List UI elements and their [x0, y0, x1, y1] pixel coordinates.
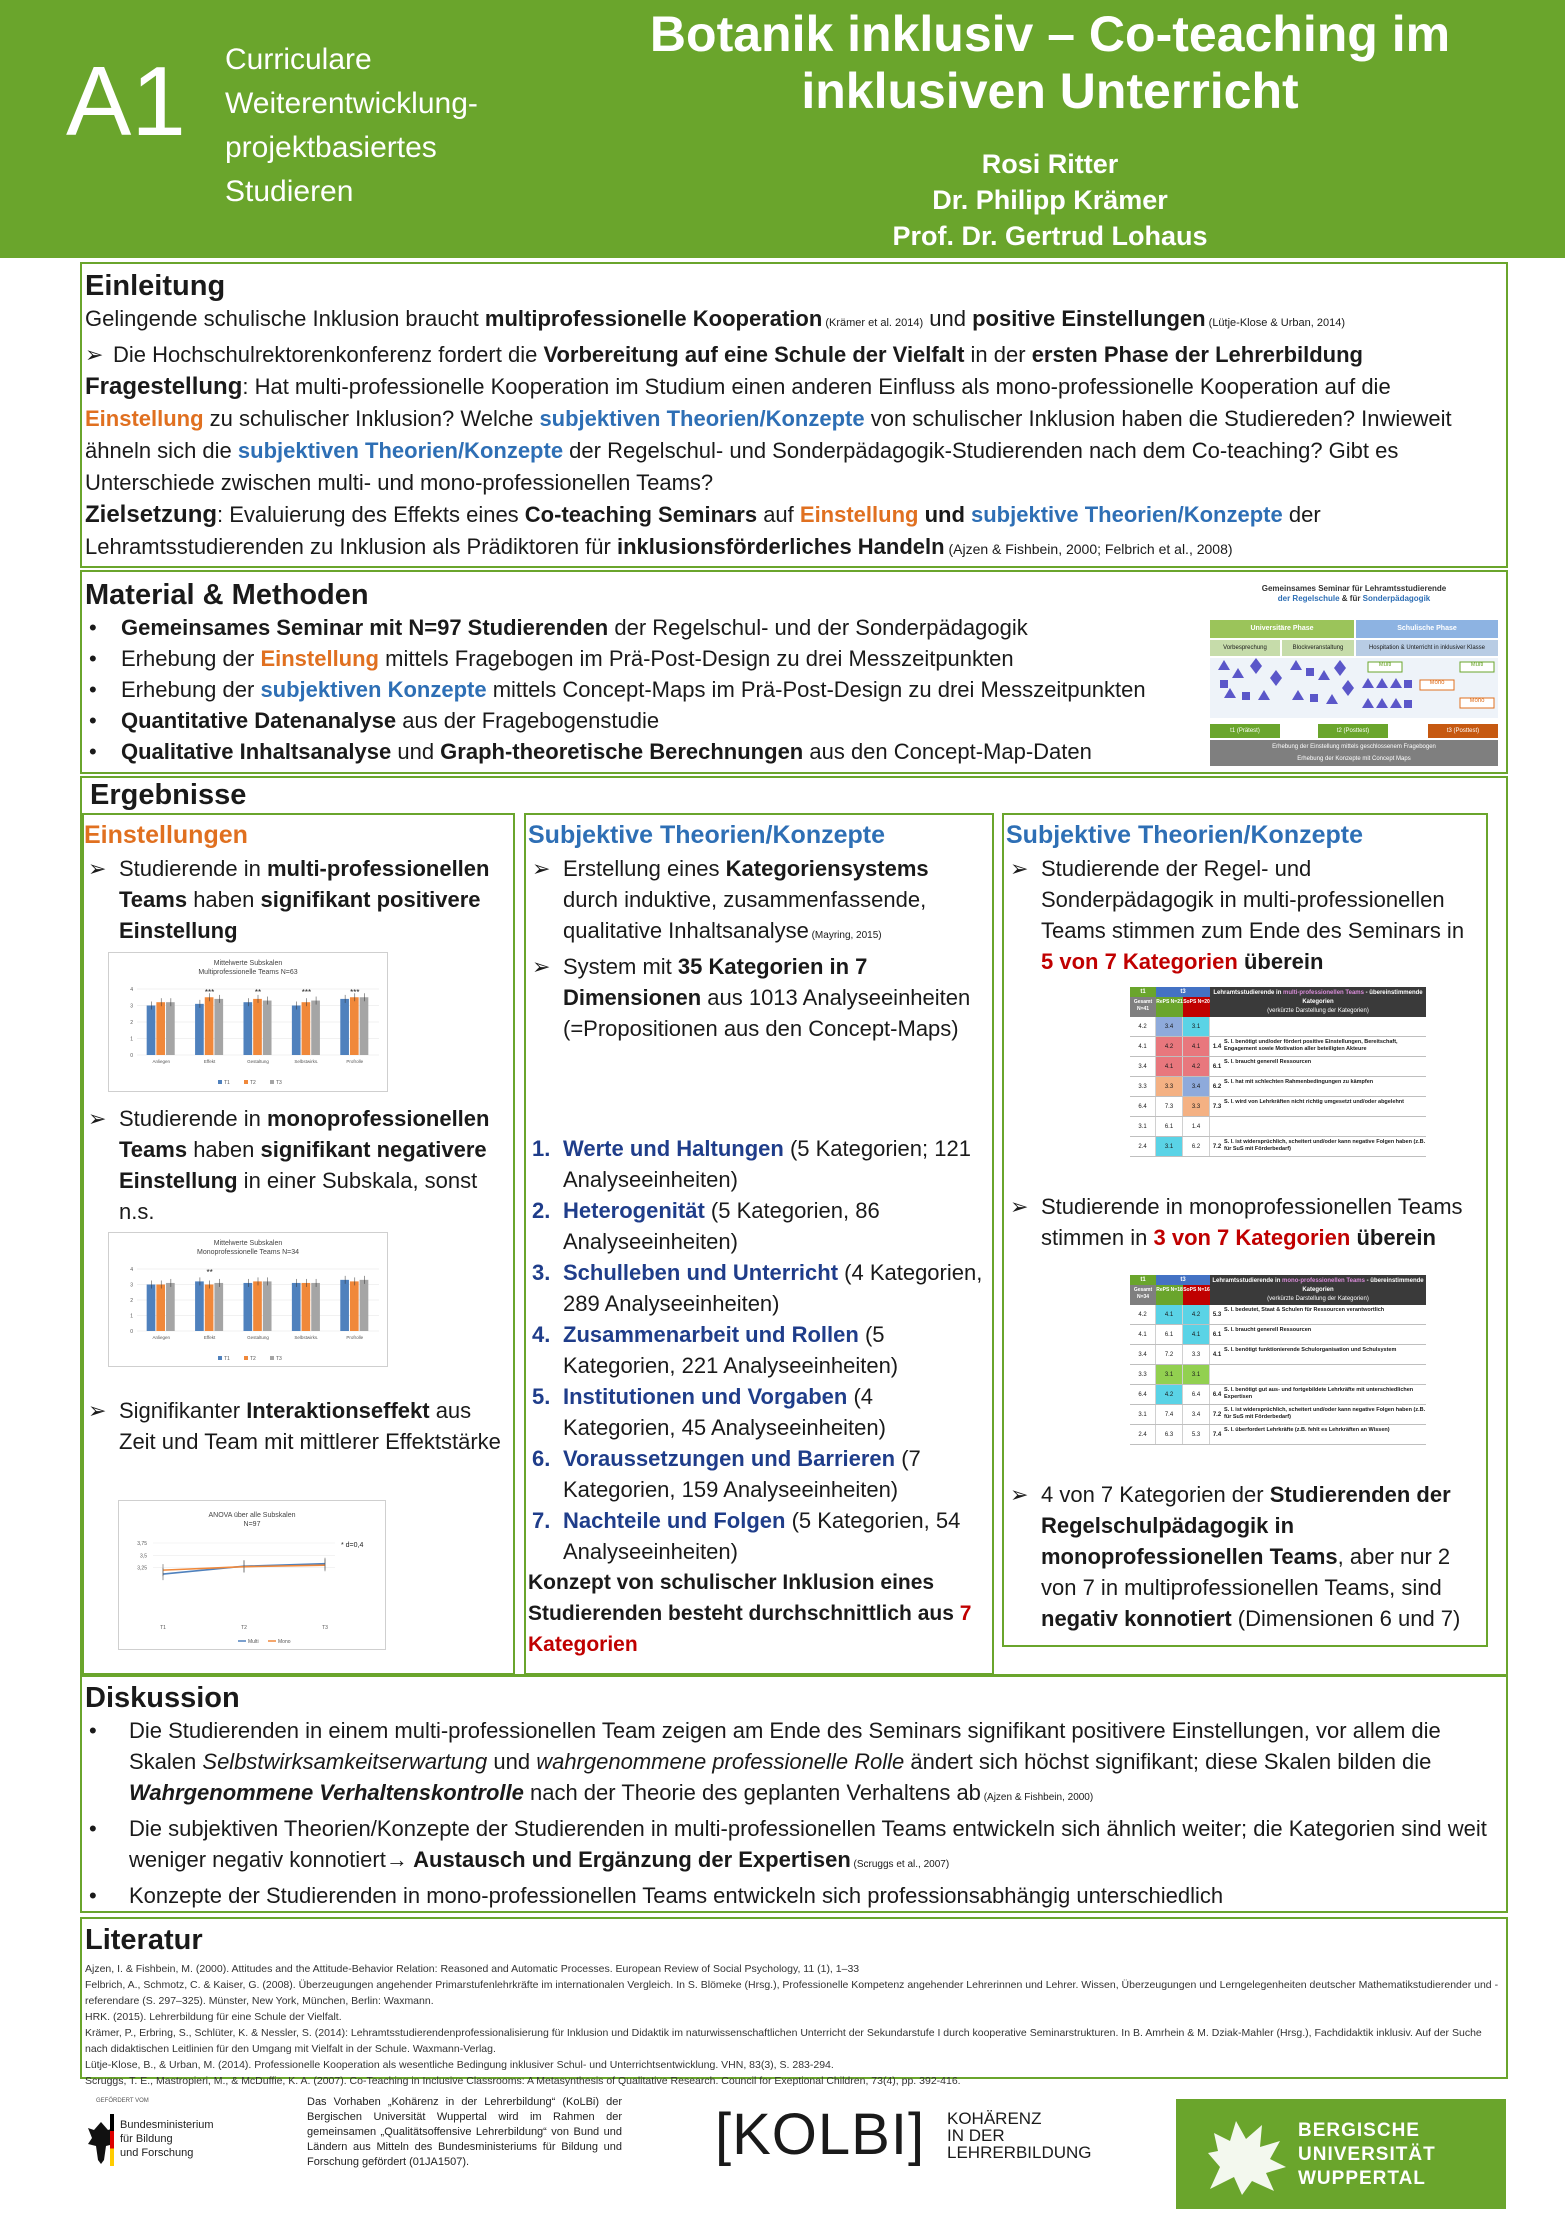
x-tick-label: Profrolle: [346, 1335, 364, 1340]
bar: [340, 1280, 349, 1331]
table-multi-categories: [1130, 987, 1426, 1165]
bar: [147, 1285, 156, 1332]
table-row: [1130, 1425, 1426, 1445]
category-text: [1224, 1365, 1426, 1384]
bar: [292, 1006, 301, 1056]
chart-subtitle: Monoprofessionelle Teams N=34: [196, 1249, 299, 1256]
table-cell: 6.1: [1156, 1117, 1183, 1136]
title-line: inklusiven Unterricht: [801, 63, 1299, 119]
section-heading: Material & Methoden: [85, 579, 369, 611]
arrow-icon: ➢: [88, 856, 107, 881]
category-text: S. I. bedeutet, Staat & Schulen für Ressourcen verantwortlich: [1224, 1307, 1385, 1313]
table-cell: 1.4: [1183, 1117, 1210, 1136]
uni-logo: [1176, 2099, 1506, 2209]
category-code: [1210, 1017, 1224, 1036]
table-row: [1130, 1345, 1426, 1365]
diagram-sub: Hospitation & Unterricht in inklusiver Klasse: [1356, 640, 1498, 656]
diagram-label: Mono: [1469, 698, 1485, 704]
bar: [214, 1283, 223, 1331]
bar: [292, 1283, 301, 1331]
category-code: 6.1: [1212, 1064, 1222, 1070]
table-cell: 3.4: [1130, 1057, 1156, 1076]
header-banner: [0, 0, 1565, 258]
table-timepoint: t1: [1130, 987, 1156, 997]
bar: [340, 999, 349, 1055]
category-text: [1224, 1017, 1426, 1036]
result-point: ➢ System mit 35 Kategorien in 7 Dimensionen aus 1013 Analyseeinheiten (=Propositionen aus den Concept-Maps): [528, 951, 988, 1044]
reference-list: [85, 1961, 1503, 2089]
table-row: [1130, 1305, 1426, 1325]
reference: Scruggs, T. E., Mastropieri, M., & McDuffie, K. A. (2007). Co-Teaching in Inclusive Classrooms: A Metasynthesis of Qualitative Research. Council for Exeptional Children, 73(4), pp. 392-416.: [85, 2075, 961, 2087]
significance-label: ***: [301, 988, 312, 997]
bar: [263, 1281, 272, 1331]
kolbi-tagline: KOHÄRENZ IN DER LEHRERBILDUNG: [947, 2109, 1092, 2162]
category-text: S. I. wird von Lehrkräften nicht richtig umgesetzt und/oder abgelehnt: [1224, 1099, 1404, 1105]
y-tick-label: 3: [130, 1003, 133, 1010]
bar: [156, 1002, 165, 1055]
poster-title: [570, 6, 1530, 120]
table-cell: 3.1: [1183, 1365, 1210, 1384]
dimension-list: [528, 1133, 988, 1660]
list-item: 2. Heterogenität (5 Kategorien, 86 Analyseeinheiten): [532, 1198, 880, 1254]
flag-stripe: [110, 2114, 114, 2166]
result-point: ➢ Studierende der Regel- und Sonderpädagogik in multi-professionellen Teams stimmen zum Ende des Seminars in 5 von 7 Kategorien überein: [1006, 853, 1482, 977]
arrow-icon: ➢: [85, 342, 104, 367]
bar: [311, 1283, 320, 1331]
category-code: 6.2: [1212, 1084, 1222, 1090]
result-point: ➢ Studierende in multi-professionellen Teams haben signifikant positivere Einstellung: [84, 853, 513, 946]
legend-swatch: [270, 1080, 274, 1084]
subtitle-line: Studieren: [225, 175, 354, 208]
table-cell: 2.4: [1130, 1425, 1156, 1444]
list-item: • Konzepte der Studierenden in mono-professionellen Teams entwickeln sich professionsabhängig unterschiedlich: [85, 1880, 1503, 1911]
category-text: S. I. benötigt gut aus- und fortgebildete Lehrkräfte mit unterschiedlichen Expertisen: [1224, 1387, 1414, 1400]
zielsetzung: Zielsetzung: Evaluierung des Effekts eines Co-teaching Seminars auf Einstellung und subjektive Theorien/Konzepte der Lehramtsstudierenden zu Inklusion als Prädiktoren für inklusionsförderliches Handeln (Ajzen & Fishbein, 2000; Felbrich et al., 2008): [85, 501, 1321, 559]
table-cell: 4.1: [1156, 1305, 1183, 1324]
significance-label: ***: [350, 988, 360, 997]
discussion-list: [85, 1715, 1503, 1911]
table-title: Lehramtsstudierende in mono-professionellen Teams - übereinstimmende Kategorien (verkürzte Darstellung der Kategorien): [1210, 1275, 1426, 1305]
diagram-shapes: [1210, 658, 1498, 718]
table-row: [1130, 1325, 1426, 1345]
chart-title: Mittelwerte Subskalen: [213, 1240, 283, 1247]
diagram-label: Multi: [1470, 662, 1484, 668]
category-text: S. I. hat mit schlechten Rahmenbedingungen zu kämpfen: [1224, 1079, 1374, 1085]
table-cell: 4.1: [1183, 1037, 1210, 1056]
section-diskussion: [80, 1675, 1508, 1913]
diagram-timepoint: t2 (Posttest): [1318, 724, 1388, 738]
table-column-header: RePS N=18: [1156, 1285, 1183, 1305]
table-cell: 5.3: [1183, 1425, 1210, 1444]
chart-title: ANOVA über alle Subskalen: [208, 1512, 296, 1519]
results-col-konzepte-1: [524, 813, 994, 1675]
result-point: ➢ Studierende in monoprofessionellen Teams stimmen in 3 von 7 Kategorien überein: [1006, 1191, 1476, 1253]
category-text: S. I. ist widersprüchlich, scheitert und/oder kann negative Folgen haben (z.B. für SuS mit Förderbedarf): [1224, 1139, 1426, 1152]
category-code: [1210, 1117, 1224, 1136]
table-cell: 3.3: [1156, 1077, 1183, 1096]
table-cell: 3.3: [1183, 1097, 1210, 1116]
list-item: 4. Zusammenarbeit und Rollen (5 Kategorien, 221 Analyseeinheiten): [532, 1322, 899, 1378]
result-point: ➢ 4 von 7 Kategorien der Studierenden der Regelschulpädagogik in monoprofessionellen Teams, aber nur 2 von 7 in multiprofessionellen Teams, sind negativ konnotiert (Dimensionen 6 und 7): [1006, 1479, 1476, 1634]
table-row: [1130, 1077, 1426, 1097]
list-item: 7. Nachteile und Folgen (5 Kategorien, 54 Analyseeinheiten): [532, 1508, 961, 1564]
legend-swatch: [244, 1356, 248, 1360]
bar-chart: [109, 977, 387, 1089]
table-cell: 4.1: [1130, 1325, 1156, 1344]
column-heading: Subjektive Theorien/Konzepte: [528, 821, 886, 849]
chart-mono-subscales: [108, 1232, 388, 1367]
bar: [302, 1283, 311, 1331]
table-row: [1130, 1137, 1426, 1157]
category-text: S. I. ist widersprüchlich, scheitert und/oder kann negative Folgen haben (z.B. für SuS mit Förderbedarf): [1224, 1407, 1426, 1420]
table-timepoint: t3: [1156, 987, 1210, 997]
bar: [156, 1285, 165, 1332]
chart-anova: [118, 1500, 386, 1650]
category-text: S. I. benötigt funktionierende Schulorganisation und Schulsystem: [1224, 1347, 1397, 1353]
poster-subtitle: [225, 38, 478, 214]
x-tick-label: Anliegen: [152, 1059, 170, 1064]
y-tick-label: 3,5: [140, 1553, 147, 1560]
section-heading: Ergebnisse: [90, 779, 247, 811]
section-heading: Literatur: [85, 1924, 203, 1956]
legend-label: T3: [276, 1356, 282, 1362]
reference: Felbrich, A., Schmotz, C. & Kaiser, G. (2008). Überzeugungen angehender Primarstufenlehrkräfte im internationalen Vergleich. In S. Blömeke (Hrsg.), Professionelle Kompetenz angehender Lehrerinnen und Lehrer. Wissen, Überzeugungen und Lerngelegenheiten deutscher Mathematikstudierender und -referendare (S. 297–325). Münster, New York, München, Berlin: Waxmann.: [85, 1979, 1499, 2007]
section-heading: Diskussion: [85, 1682, 240, 1714]
bar: [166, 1002, 175, 1055]
table-cell: 3.1: [1130, 1405, 1156, 1424]
bar: [302, 1002, 311, 1055]
bmbf-logo: [86, 2098, 286, 2198]
poster-code: A1: [66, 46, 186, 156]
list-item: • Quantitative Datenanalyse aus der Fragebogenstudie: [85, 705, 1503, 736]
y-tick-label: 0: [130, 1329, 133, 1335]
x-tick-label: Anliegen: [152, 1335, 170, 1340]
table-column-header: SoPS N=20: [1183, 997, 1210, 1017]
table-column-header: RePS N=21: [1156, 997, 1183, 1017]
result-point: ➢ Erstellung eines Kategoriensystems durch induktive, zusammenfassende, qualitative Inhaltsanalyse (Mayring, 2015): [528, 853, 988, 951]
reference: Lütje-Klose, B., & Urban, M. (2014). Professionelle Kooperation als wesentliche Bedingung inklusiver Schul- und Unterrichtsentwicklung. VHN, 83(3), S. 283-294.: [85, 2059, 834, 2071]
table-cell: 7.2: [1156, 1345, 1183, 1364]
table-row: [1130, 1117, 1426, 1137]
category-code: 5.3: [1212, 1312, 1222, 1318]
table-cell: 3.1: [1183, 1017, 1210, 1036]
y-tick-label: 4: [130, 987, 133, 993]
category-text: S. I. benötigt und/oder fördert positive Einstellungen, Bereitschaft, Engagement sowie Motivation aller beteiligten Akteure: [1224, 1039, 1398, 1052]
table-cell: 2.4: [1130, 1137, 1156, 1156]
reference: HRK. (2015). Lehrerbildung für eine Schule der Vielfalt.: [85, 2011, 342, 2023]
bar: [350, 997, 359, 1055]
legend-swatch: [218, 1356, 222, 1360]
table-cell: 4.2: [1183, 1057, 1210, 1076]
list-item: • Gemeinsames Seminar mit N=97 Studierenden der Regelschul- und der Sonderpädagogik: [85, 612, 1503, 643]
table-header-row: [1130, 987, 1426, 1017]
category-code: 6.4: [1212, 1392, 1222, 1398]
legend-label: Mono: [278, 1639, 291, 1645]
bmbf-name: Bundesministerium für Bildung und Forschung: [120, 2119, 214, 2159]
bar: [360, 997, 369, 1055]
list-item: 6. Voraussetzungen und Barrieren (7 Kategorien, 159 Analyseeinheiten): [532, 1446, 921, 1502]
table-cell: 6.1: [1156, 1325, 1183, 1344]
table-cell: 3.1: [1156, 1137, 1183, 1156]
category-text: [1224, 1117, 1426, 1136]
line-chart: [119, 1529, 385, 1647]
y-tick-label: 0: [130, 1053, 133, 1059]
list-item: 3. Schulleben und Unterricht (4 Kategorien, 289 Analyseeinheiten): [532, 1260, 983, 1316]
lion-icon: [1190, 2111, 1300, 2199]
table-row: [1130, 1057, 1426, 1077]
table-column-header: Gesamt N=41: [1130, 997, 1156, 1017]
table-cell: 7.3: [1156, 1097, 1183, 1116]
category-text: S. I. braucht generell Ressourcen: [1224, 1327, 1312, 1333]
column-heading: Subjektive Theorien/Konzepte: [1006, 821, 1364, 849]
table-cell: 6.4: [1183, 1385, 1210, 1404]
arrow-icon: ➢: [88, 1398, 107, 1423]
kolbi-logo: [715, 2100, 1115, 2180]
list-item: 5. Institutionen und Vorgaben (4 Kategorien, 45 Analyseeinheiten): [532, 1384, 886, 1440]
fragestellung: Fragestellung: Hat multi-professionelle Kooperation im Studium einen anderen Einfluss als mono-professionelle Kooperation auf die Einstellung zu schulischer Inklusion? Welche subjektiven Theorien/Konzepte von schulischer Inklusion haben die Studiereden? Inwieweit ähneln sich die subjektiven Theorien/Konzepte der Regelschul- und Sonderpädagogik-Studierenden nach dem Co-teaching? Gibt es Unterschiede zwischen multi- und mono-professionellen Teams?: [85, 373, 1452, 495]
result-point: ➢ Signifikanter Interaktionseffekt aus Zeit und Team mit mittlerer Effektstärke: [84, 1395, 504, 1457]
table-cell: 6.4: [1130, 1097, 1156, 1116]
category-code: 6.1: [1212, 1332, 1222, 1338]
category-code: 7.2: [1212, 1144, 1222, 1150]
bar: [214, 999, 223, 1055]
table-row: [1130, 1405, 1426, 1425]
bar: [205, 1285, 214, 1332]
diagram-title: Gemeinsames Seminar für Lehramtsstudierende der Regelschule & für Sonderpädagogik: [1261, 584, 1447, 603]
table-cell: 3.3: [1183, 1345, 1210, 1364]
x-tick-label: Effekt: [203, 1059, 216, 1064]
bar: [360, 1280, 369, 1331]
section-literatur: [80, 1917, 1508, 2087]
x-tick-label: T3: [322, 1625, 328, 1631]
category-code: 7.3: [1212, 1104, 1222, 1110]
legend-label: T1: [224, 1356, 230, 1362]
significance-label: **: [254, 988, 262, 997]
list-item: • Qualitative Inhaltsanalyse und Graph-theoretische Berechnungen aus den Concept-Map-Daten: [85, 736, 1503, 767]
table-title: Lehramtsstudierende in multi-professionellen Teams - übereinstimmende Kategorien (verkürzte Darstellung der Kategorien): [1210, 987, 1426, 1017]
bar: [311, 1001, 320, 1055]
diagram-label: Mono: [1429, 680, 1445, 686]
funding-note: Das Vorhaben „Kohärenz in der Lehrerbildung“ (KoLBi) der Bergischen Universität Wuppertal wird im Rahmen der gemeinsamen „Qualitätsoffensive Lehrerbildung“ von Bund und Ländern aus Mitteln des Bundesministeriums für Bildung und Forschung gefördert (01JA1507).: [307, 2096, 622, 2168]
diagram-timepoint: t3 (Posttest): [1428, 724, 1498, 738]
arrow-icon: ➢: [1010, 1482, 1029, 1507]
table-row: [1130, 1017, 1426, 1037]
x-tick-label: Selbstwirks.: [294, 1059, 319, 1064]
table-cell: 7.4: [1156, 1405, 1183, 1424]
subtitle-line: Curriculare: [225, 43, 372, 76]
category-text: S. I. überfordert Lehrkräfte (z.B. fehlt es Lehrkräften an Wissen): [1224, 1427, 1390, 1433]
subtitle-line: projektbasiertes: [225, 131, 437, 164]
legend-swatch: [218, 1080, 222, 1084]
x-tick-label: T2: [241, 1625, 247, 1631]
bar: [263, 1001, 272, 1055]
list-item: • Erhebung der subjektiven Konzepte mittels Concept-Maps im Prä-Post-Design zu drei Messzeitpunkten: [85, 674, 1503, 705]
list-item: • Die subjektiven Theorien/Konzepte der Studierenden in multi-professionellen Teams entwickeln sich ähnlich weiter; die Kategorien sind weit weniger negativ konnotiert→ Austausch und Ergänzung der Expertisen (Scruggs et al., 2007): [85, 1813, 1503, 1880]
bar: [243, 1283, 252, 1331]
table-cell: 3.1: [1156, 1365, 1183, 1384]
effect-size-label: * d=0,4: [341, 1542, 364, 1549]
table-cell: 3.4: [1183, 1077, 1210, 1096]
table-cell: 3.4: [1156, 1017, 1183, 1036]
reference: Krämer, P., Erbring, S., Schlüter, K. & Nessler, S. (2014): Lehramtsstudierendenprofessionalisierung für Inklusion und Didaktik im naturwissenschaftlichen Unterricht der Sekundarstufe I durch kooperative Seminarstrukturen. In B. Amrhein & M. Dziak-Mahler (Hrsg.), Fachdidaktik inklusiv. Auf der Suche nach didaktischen Leitlinien für den Umgang mit Vielfalt in der Schule. Waxmann-Verlag.: [85, 2027, 1482, 2055]
legend-swatch: [270, 1356, 274, 1360]
y-tick-label: 3,25: [137, 1565, 147, 1572]
bar: [166, 1283, 175, 1331]
table-cell: 4.2: [1183, 1305, 1210, 1324]
x-tick-label: Selbstwirks.: [294, 1335, 319, 1340]
diagram-footer: Erhebung der Einstellung mittels geschlossenem Fragebogen Erhebung der Konzepte mit Concept Maps: [1210, 740, 1498, 766]
category-code: 7.4: [1212, 1432, 1222, 1438]
arrow-icon: ➢: [1010, 1194, 1029, 1219]
bar: [147, 1006, 156, 1056]
arrow-icon: ➢: [532, 954, 551, 979]
x-tick-label: Gestaltung: [247, 1059, 269, 1064]
legend-label: T2: [250, 1080, 256, 1086]
x-tick-label: Profrolle: [346, 1059, 364, 1064]
bar: [243, 1002, 252, 1055]
diagram-sub: Vorbesprechung: [1210, 640, 1280, 656]
arrow-icon: ➢: [88, 1106, 107, 1131]
bar: [253, 1281, 262, 1331]
significance-label: ***: [204, 988, 215, 997]
legend-label: Multi: [248, 1639, 259, 1645]
table-header-row: [1130, 1275, 1426, 1305]
author-name: Prof. Dr. Gertrud Lohaus: [892, 221, 1208, 251]
title-line: Botanik inklusiv – Co-teaching im: [649, 6, 1451, 62]
bar: [253, 999, 262, 1055]
table-row: [1130, 1365, 1426, 1385]
uni-name: BERGISCHE UNIVERSITÄT WUPPERTAL: [1298, 2120, 1436, 2189]
category-code: 7.2: [1212, 1412, 1222, 1418]
x-tick-label: T1: [160, 1625, 166, 1631]
bar-chart: [109, 1257, 387, 1365]
results-col-konzepte-2: [1002, 813, 1488, 1647]
legend-swatch: [244, 1080, 248, 1084]
y-tick-label: 3,75: [137, 1541, 147, 1547]
table-cell: 3.1: [1130, 1117, 1156, 1136]
table-cell: 6.2: [1183, 1137, 1210, 1156]
table-mono-categories: [1130, 1275, 1426, 1453]
kolbi-wordmark: [KOLBI]: [715, 2102, 926, 2167]
table-row: [1130, 1097, 1426, 1117]
y-tick-label: 3: [130, 1282, 133, 1289]
table-timepoint: t1: [1130, 1275, 1156, 1285]
legend-label: T3: [276, 1080, 282, 1086]
legend-label: T2: [250, 1356, 256, 1362]
y-tick-label: 4: [130, 1267, 133, 1273]
category-code: 1.4: [1212, 1044, 1222, 1050]
table-cell: 4.1: [1183, 1325, 1210, 1344]
bar: [350, 1281, 359, 1331]
table-cell: 4.1: [1156, 1057, 1183, 1076]
column-heading: Einstellungen: [84, 821, 248, 849]
diagram-sub: Blockveranstaltung: [1282, 640, 1354, 656]
bar: [195, 1281, 204, 1331]
y-tick-label: 1: [130, 1313, 133, 1320]
table-cell: 4.2: [1130, 1017, 1156, 1036]
legend-label: T1: [224, 1080, 230, 1086]
table-cell: 4.2: [1156, 1037, 1183, 1056]
chart-title: Mittelwerte Subskalen: [213, 960, 283, 967]
significance-label: **: [206, 1268, 213, 1277]
category-code: [1210, 1365, 1224, 1384]
x-tick-label: Gestaltung: [247, 1335, 269, 1340]
conclusion: Konzept von schulischer Inklusion eines Studierenden besteht durchschnittlich aus 7 Kategorien: [528, 1571, 972, 1656]
table-cell: 3.3: [1130, 1365, 1156, 1384]
section-einleitung: [80, 262, 1508, 568]
seminar-design-diagram: [1208, 584, 1500, 770]
category-text: S. I. braucht generell Ressourcen: [1224, 1059, 1312, 1065]
y-tick-label: 1: [130, 1036, 133, 1043]
arrow-icon: ➢: [1010, 856, 1029, 881]
chart-multi-subscales: [108, 952, 388, 1092]
diagram-label: Multi: [1378, 662, 1392, 668]
category-code: 4.1: [1212, 1352, 1222, 1358]
author-name: Rosi Ritter: [981, 149, 1119, 179]
table-timepoint: t3: [1156, 1275, 1210, 1285]
intro-line: ➢ Die Hochschulrektorenkonferenz fordert die Vorbereitung auf eine Schule der Vielfalt in der ersten Phase der Lehrerbildung: [85, 339, 1503, 371]
list-item: • Erhebung der Einstellung mittels Fragebogen im Prä-Post-Design zu drei Messzeitpunkten: [85, 643, 1503, 674]
table-column-header: SoPS N=16: [1183, 1285, 1210, 1305]
bar: [205, 997, 214, 1055]
author-name: Dr. Philipp Krämer: [932, 185, 1168, 215]
table-column-header: Gesamt N=34: [1130, 1285, 1156, 1305]
arrow-icon: ➢: [532, 856, 551, 881]
table-cell: 4.1: [1130, 1037, 1156, 1056]
diagram-phase: Schulische Phase: [1356, 620, 1498, 638]
table-row: [1130, 1037, 1426, 1057]
authors: [800, 146, 1300, 254]
reference: Ajzen, I. & Fishbein, M. (2000). Attitudes and the Attitude-Behavior Relation: Reasoned and Automatic Processes. European Review of Social Psychology, 11 (1), 1–33: [85, 1963, 860, 1975]
chart-subtitle: N=97: [243, 1521, 261, 1528]
list-item: 1. Werte und Haltungen (5 Kategorien; 121 Analyseeinheiten): [532, 1136, 971, 1192]
bmbf-small-label: GEFÖRDERT VOM: [96, 2098, 149, 2104]
result-point: ➢ Studierende in monoprofessionellen Teams haben signifikant negativere Einstellung in einer Subskala, sonst n.s.: [84, 1103, 504, 1227]
diagram-timepoint: t1 (Prätest): [1210, 724, 1280, 738]
y-tick-label: 2: [130, 1298, 133, 1304]
list-item: • Die Studierenden in einem multi-professionellen Team zeigen am Ende des Seminars signifikant positivere Einstellungen, vor allem die Skalen Selbstwirksamkeitserwartung und wahrgenommene professionelle Rolle ändert sich höchst signifikant; diese Skalen bilden die Wahrgenommene Verhaltenskontrolle nach der Theorie des geplanten Verhaltens ab (Ajzen & Fishbein, 2000): [85, 1715, 1503, 1813]
y-tick-label: 2: [130, 1020, 133, 1026]
diagram-phase: Universitäre Phase: [1210, 620, 1354, 638]
chart-subtitle: Multiprofessionelle Teams N=63: [198, 969, 298, 976]
subtitle-line: Weiterentwicklung-: [225, 87, 478, 120]
bar: [195, 1004, 204, 1055]
table-cell: 4.2: [1130, 1305, 1156, 1324]
table-cell: 3.4: [1183, 1405, 1210, 1424]
x-tick-label: Effekt: [203, 1335, 216, 1340]
table-row: [1130, 1385, 1426, 1405]
table-cell: 6.4: [1130, 1385, 1156, 1404]
table-cell: 3.3: [1130, 1077, 1156, 1096]
table-cell: 4.2: [1156, 1385, 1183, 1404]
intro-line: Gelingende schulische Inklusion braucht multiprofessionelle Kooperation (Krämer et al. 2014) und positive Einstellungen (Lütje-Klose & Urban, 2014): [85, 306, 1346, 331]
table-cell: 6.3: [1156, 1425, 1183, 1444]
section-heading: Einleitung: [85, 270, 226, 302]
table-cell: 3.4: [1130, 1345, 1156, 1364]
